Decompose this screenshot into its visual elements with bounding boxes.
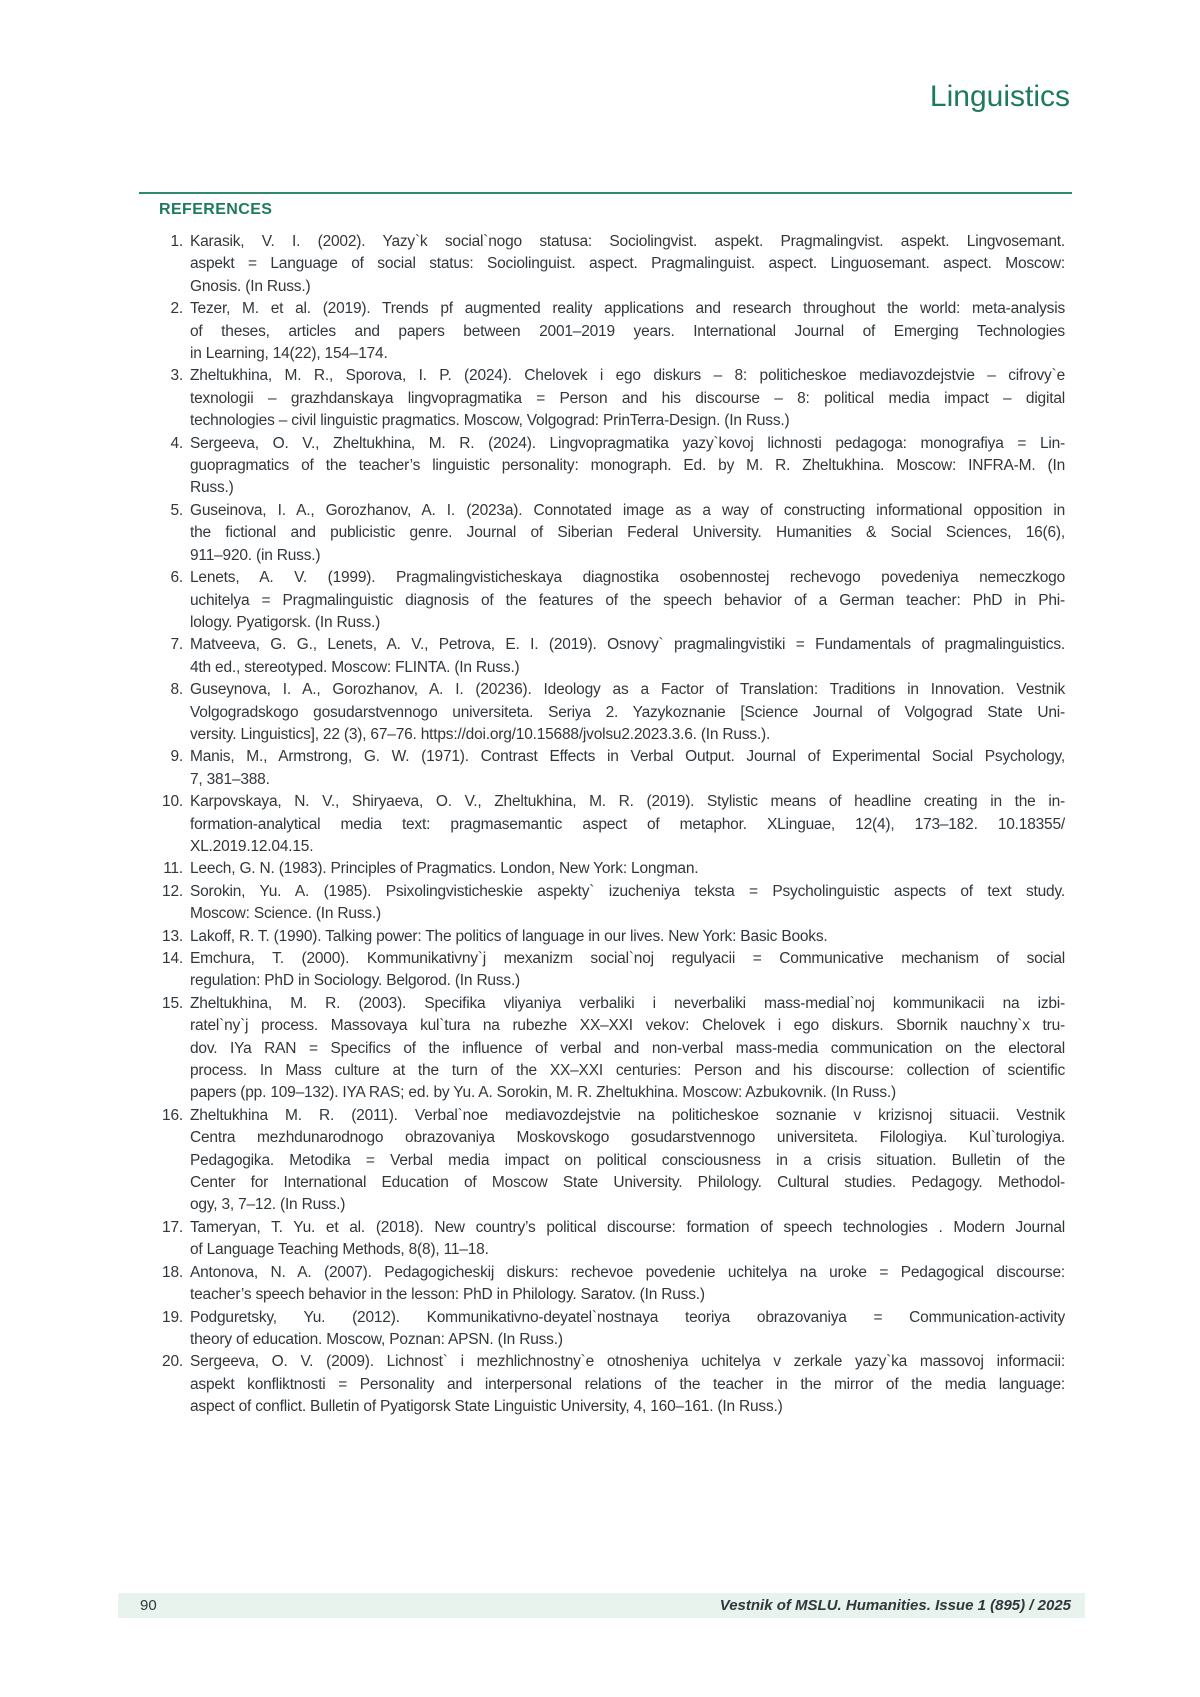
reference-line: uchitelya = Pragmalinguistic diagnosis of the features of the speech behavior of a German teacher: PhD in Phi-	[190, 591, 1065, 609]
reference-line: Sergeeva, O. V., Zheltukhina, M. R. (2024). Lingvopragmatika yazy`kovoj lichnosti pedagoga: monografiya = Lin-	[190, 434, 1065, 452]
reference-line: lology. Pyatigorsk. (In Russ.)	[190, 613, 381, 631]
references-heading: REFERENCES	[159, 201, 273, 218]
reference-number: 14.	[162, 950, 183, 967]
reference-line: Center for International Education of Moscow State University. Philology. Cultural studies. Pedagogy. Methodol-	[190, 1174, 1065, 1192]
reference-line: Gnosis. (In Russ.)	[190, 277, 311, 295]
reference-number: 8.	[170, 681, 183, 699]
reference-item	[158, 634, 1065, 679]
reference-item	[158, 567, 1065, 634]
reference-number: 19.	[162, 1308, 183, 1326]
reference-text	[190, 746, 1065, 791]
reference-line: of Language Teaching Methods, 8(8), 11–18.	[190, 1241, 489, 1259]
reference-line: regulation: PhD in Sociology. Belgorod. (In Russ.)	[190, 972, 521, 990]
reference-text	[190, 1217, 1065, 1262]
reference-text	[190, 948, 1065, 993]
reference-line: Podguretsky, Yu. (2012). Kommunikativno-deyatel`nostnaya teoriya obrazovaniya = Communication-activity	[190, 1308, 1065, 1326]
reference-item	[158, 433, 1065, 500]
reference-line: ratel`ny`j process. Massovaya kul`tura na rubezhe XX–XXI vekov: Chelovek i ego diskurs. Sbornik nauchny`x tru-	[190, 1017, 1065, 1035]
reference-number: 16.	[162, 1106, 183, 1124]
reference-line: Russ.)	[190, 479, 234, 497]
reference-text	[190, 567, 1065, 634]
reference-line: Sergeeva, O. V. (2009). Lichnost` i mezhlichnostny`e otnosheniya uchitelya v zerkale yazy`ka massovoj informacii:	[190, 1353, 1065, 1371]
reference-item	[158, 365, 1065, 432]
reference-number: 3.	[170, 367, 183, 385]
reference-line: Pedagogika. Metodika = Verbal media impact on political consciousness in a crisis situation. Bulletin of the	[190, 1151, 1065, 1169]
reference-item	[158, 948, 1065, 993]
reference-line: teacher’s speech behavior in the lesson: PhD in Philology. Saratov. (In Russ.)	[190, 1286, 705, 1304]
reference-line: theory of education. Moscow, Poznan: APSN. (In Russ.)	[190, 1330, 563, 1348]
reference-number: 9.	[170, 748, 183, 766]
reference-line: 7, 381–388.	[190, 770, 270, 788]
reference-text	[190, 926, 1065, 948]
reference-line: Tameryan, T. Yu. et al. (2018). New country’s political discourse: formation of speech technologies . Modern Journal	[190, 1218, 1065, 1236]
reference-number: 13.	[162, 927, 183, 945]
section-label: Linguistics	[929, 80, 1070, 113]
reference-text	[190, 433, 1065, 500]
reference-text	[190, 1351, 1065, 1418]
reference-item	[158, 1351, 1065, 1418]
reference-number: 18.	[162, 1263, 183, 1281]
reference-line: aspekt konfliktnosti = Personality and interpersonal relations of the teacher in the mirror of the media language:	[190, 1375, 1065, 1393]
reference-item	[158, 298, 1065, 365]
reference-number: 4.	[170, 434, 183, 452]
footer-bar	[118, 1593, 1085, 1618]
reference-line: Sorokin, Yu. A. (1985). Psixolingvisticheskie aspekty` izucheniya teksta = Psycholinguistic aspects of text study.	[190, 882, 1065, 900]
reference-line: Zheltukhina, M. R. (2003). Specifika vliyaniya verbaliki i neverbaliki mass-medial`noj kommunikacii na izbi-	[190, 994, 1065, 1012]
reference-text	[190, 634, 1065, 679]
reference-line: Manis, M., Armstrong, G. W. (1971). Contrast Effects in Verbal Output. Journal of Experimental Social Psychology,	[190, 748, 1065, 766]
reference-line: ogy, 3, 7–12. (In Russ.)	[190, 1196, 346, 1214]
reference-line: Volgogradskogo gosudarstvennogo universiteta. Seriya 2. Yazykoznanie [Science Journal of Volgograd State Uni-	[190, 703, 1065, 721]
reference-line: formation-analytical media text: pragmasemantic aspect of metaphor. XLinguae, 12(4), 173–182. 10.18355/	[190, 815, 1065, 833]
journal-title: Vestnik of MSLU. Humanities. Issue 1 (895) / 2025	[719, 1597, 1071, 1614]
reference-item	[158, 881, 1065, 926]
reference-item	[158, 679, 1065, 746]
reference-number: 12.	[162, 882, 183, 900]
reference-number: 1.	[170, 233, 183, 250]
reference-line: Karpovskaya, N. V., Shiryaeva, O. V., Zheltukhina, M. R. (2019). Stylistic means of headline creating in the in-	[190, 793, 1065, 811]
reference-text	[190, 231, 1065, 298]
reference-item	[158, 1217, 1065, 1262]
reference-text	[190, 858, 1065, 880]
reference-number: 6.	[170, 569, 183, 587]
reference-text	[190, 1307, 1065, 1352]
reference-number: 15.	[162, 994, 183, 1012]
reference-line: papers (pp. 109–132). IYA RAS; ed. by Yu. A. Sorokin, M. R. Zheltukhina. Moscow: Azbukovnik. (In Russ.)	[190, 1084, 896, 1102]
reference-line: versity. Linguistics], 22 (3), 67–76. https://doi.org/10.15688/jvolsu2.2023.3.6. (In Russ.).	[190, 725, 771, 743]
reference-item	[158, 858, 1065, 880]
reference-line: Lakoff, R. T. (1990). Talking power: The politics of language in our lives. New York: Basic Books.	[190, 927, 828, 945]
reference-line: process. In Mass culture at the turn of the XX–XXI centuries: Person and his discourse: collection of scientific	[190, 1062, 1065, 1080]
reference-line: Matveeva, G. G., Lenets, A. V., Petrova, E. I. (2019). Osnovy` pragmalingvistiki = Fundamentals of pragmalinguistics.	[190, 636, 1065, 654]
reference-text	[190, 791, 1065, 858]
reference-line: the fictional and publicistic genre. Journal of Siberian Federal University. Humanities & Social Sciences, 16(6),	[190, 524, 1065, 542]
reference-line: Centra mezhdunarodnogo obrazovaniya Moskovskogo gosudarstvennogo universiteta. Filologiya. Kul`turologiya.	[190, 1129, 1065, 1147]
reference-item	[158, 500, 1065, 567]
reference-line: Zheltukhina, M. R., Sporova, I. P. (2024). Chelovek i ego diskurs – 8: politicheskoe mediavozdejstvie – cifrovy`e	[190, 367, 1065, 385]
reference-line: 4th ed., stereotyped. Moscow: FLINTA. (In Russ.)	[190, 658, 520, 676]
reference-line: Zheltukhina M. R. (2011). Verbal`noe mediavozdejstvie na politicheskoe soznanie v krizisnoj situacii. Vestnik	[190, 1106, 1065, 1124]
reference-line: of theses, articles and papers between 2001–2019 years. International Journal of Emerging Technologies	[190, 322, 1065, 340]
reference-line: Lenets, A. V. (1999). Pragmalingvisticheskaya diagnostika osobennostej rechevogo povedeniya nemeczkogo	[190, 569, 1065, 587]
reference-item	[158, 993, 1065, 1105]
reference-line: Antonova, N. A. (2007). Pedagogicheskij diskurs: rechevoe povedenie uchitelya na uroke = Pedagogical discourse:	[190, 1263, 1065, 1281]
reference-line: guopragmatics of the teacher’s linguistic personality: monograph. Ed. by M. R. Zheltukhina. Moscow: INFRA-M. (In	[190, 457, 1065, 475]
reference-line: Guseinova, I. A., Gorozhanov, A. I. (2023a). Connotated image as a way of constructing informational opposition in	[190, 501, 1065, 519]
reference-line: 911–920. (in Russ.)	[190, 546, 321, 564]
reference-item	[158, 926, 1065, 948]
reference-item	[158, 1307, 1065, 1352]
reference-line: XL.2019.12.04.15.	[190, 837, 314, 855]
reference-item	[158, 791, 1065, 858]
reference-line: in Learning, 14(22), 154–174.	[190, 345, 388, 363]
reference-text	[190, 365, 1065, 432]
reference-line: technologies – civil linguistic pragmatics. Moscow, Volgograd: PrinTerra-Design. (In Russ.)	[190, 412, 790, 430]
reference-item	[158, 746, 1065, 791]
reference-line: Guseynova, I. A., Gorozhanov, A. I. (20236). Ideology as a Factor of Translation: Traditions in Innovation. Vestnik	[190, 681, 1065, 699]
reference-item	[158, 231, 1065, 298]
references-list	[158, 231, 1065, 1419]
reference-text	[190, 1262, 1065, 1307]
reference-line: aspekt = Language of social status: Sociolinguist. aspect. Pragmalinguist. aspect. Linguosemant. aspect. Moscow:	[190, 255, 1065, 273]
reference-text	[190, 679, 1065, 746]
reference-text	[190, 993, 1065, 1105]
page-number: 90	[140, 1597, 157, 1614]
reference-number: 11.	[163, 860, 183, 878]
reference-line: aspect of conflict. Bulletin of Pyatigorsk State Linguistic University, 4, 160–161. (In Russ.)	[190, 1398, 783, 1416]
reference-number: 5.	[170, 501, 183, 519]
reference-line: texnologii – grazhdanskaya lingvopragmatika = Person and his discourse – 8: political media impact – digital	[190, 389, 1065, 407]
reference-line: Tezer, M. et al. (2019). Trends pf augmented reality applications and research throughout the world: meta-analysis	[190, 300, 1065, 318]
reference-line: Karasik, V. I. (2002). Yazy`k social`nogo statusa: Sociolingvist. aspekt. Pragmalingvist. aspekt. Lingvosemant.	[190, 233, 1065, 250]
reference-text	[190, 881, 1065, 926]
reference-line: dov. IYa RAN = Specifics of the influence of verbal and non-verbal mass-media communication on the electoral	[190, 1039, 1065, 1057]
reference-number: 7.	[170, 636, 183, 654]
reference-number: 20.	[162, 1353, 183, 1371]
reference-text	[190, 298, 1065, 365]
reference-line: Leech, G. N. (1983). Principles of Pragmatics. London, New York: Longman.	[190, 860, 699, 878]
reference-item	[158, 1105, 1065, 1217]
reference-text	[190, 1105, 1065, 1217]
reference-number: 17.	[162, 1218, 183, 1236]
reference-number: 2.	[170, 300, 183, 318]
reference-number: 10.	[162, 793, 183, 811]
reference-item	[158, 1262, 1065, 1307]
section-divider	[139, 192, 1072, 194]
reference-line: Moscow: Science. (In Russ.)	[190, 905, 381, 923]
reference-line: Emchura, T. (2000). Kommunikativny`j mexanizm social`noj regulyacii = Communicative mechanism of social	[190, 950, 1065, 967]
reference-text	[190, 500, 1065, 567]
